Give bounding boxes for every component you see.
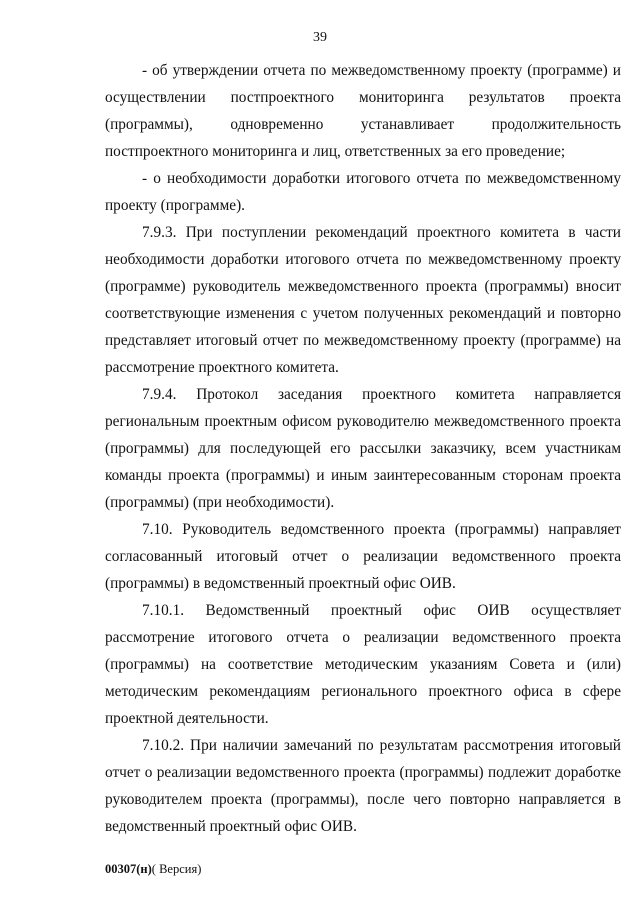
paragraph-7-9-3: 7.9.3. При поступлении рекомендаций проектного комитета в части необходимости доработки итогового отчета по межведомственному проекту (программе) руководитель межведомственного проекта (программы) вносит соответствующие изменения с учетом полученных рекомендаций и повторно представляет итоговый отчет по межведомственному проекту (программе) на рассмотрение проектного комитета. bbox=[105, 224, 621, 376]
paragraph-7-10-2: 7.10.2. При наличии замечаний по результатам рассмотрения итоговый отчет о реализации ведомственного проекта (программы) подлежит доработке руководителем проекта (программы), после чего повторно направляется в ведомственный проектный офис ОИВ. bbox=[105, 737, 621, 835]
document-body bbox=[105, 57, 621, 840]
document-footer bbox=[105, 862, 201, 877]
paragraph-revision-option: - о необходимости доработки итогового отчета по межведомственному проекту (программе). bbox=[105, 170, 621, 214]
paragraph-7-10: 7.10. Руководитель ведомственного проекта (программы) направляет согласованный итоговый отчет о реализации ведомственного проекта (программы) в ведомственный проектный офис ОИВ. bbox=[105, 521, 621, 592]
paragraph-approval-option: - об утверждении отчета по межведомственному проекту (программе) и осуществлении постпроектного мониторинга результатов проекта (программы), одновременно устанавливает продолжительность постпроектного мониторинга и лиц, ответственных за его проведение; bbox=[105, 62, 621, 160]
document-version: ( Версия) bbox=[151, 862, 202, 876]
paragraph-7-10-1: 7.10.1. Ведомственный проектный офис ОИВ осуществляет рассмотрение итогового отчета о реализации ведомственного проекта (программы) на соответствие методическим указаниям Совета и (или) методическим рекомендациям регионального проектного офиса в сфере проектной деятельности. bbox=[105, 602, 621, 727]
paragraph-7-9-4: 7.9.4. Протокол заседания проектного комитета направляется региональным проектным офисом руководителю межведомственного проекта (программы) для последующей его рассылки заказчику, всем участникам команды проекта (программы) и иным заинтересованным сторонам проекта (программы) (при необходимости). bbox=[105, 386, 621, 511]
page-number: 39 bbox=[313, 30, 327, 45]
document-code: 00307(н) bbox=[105, 862, 152, 876]
